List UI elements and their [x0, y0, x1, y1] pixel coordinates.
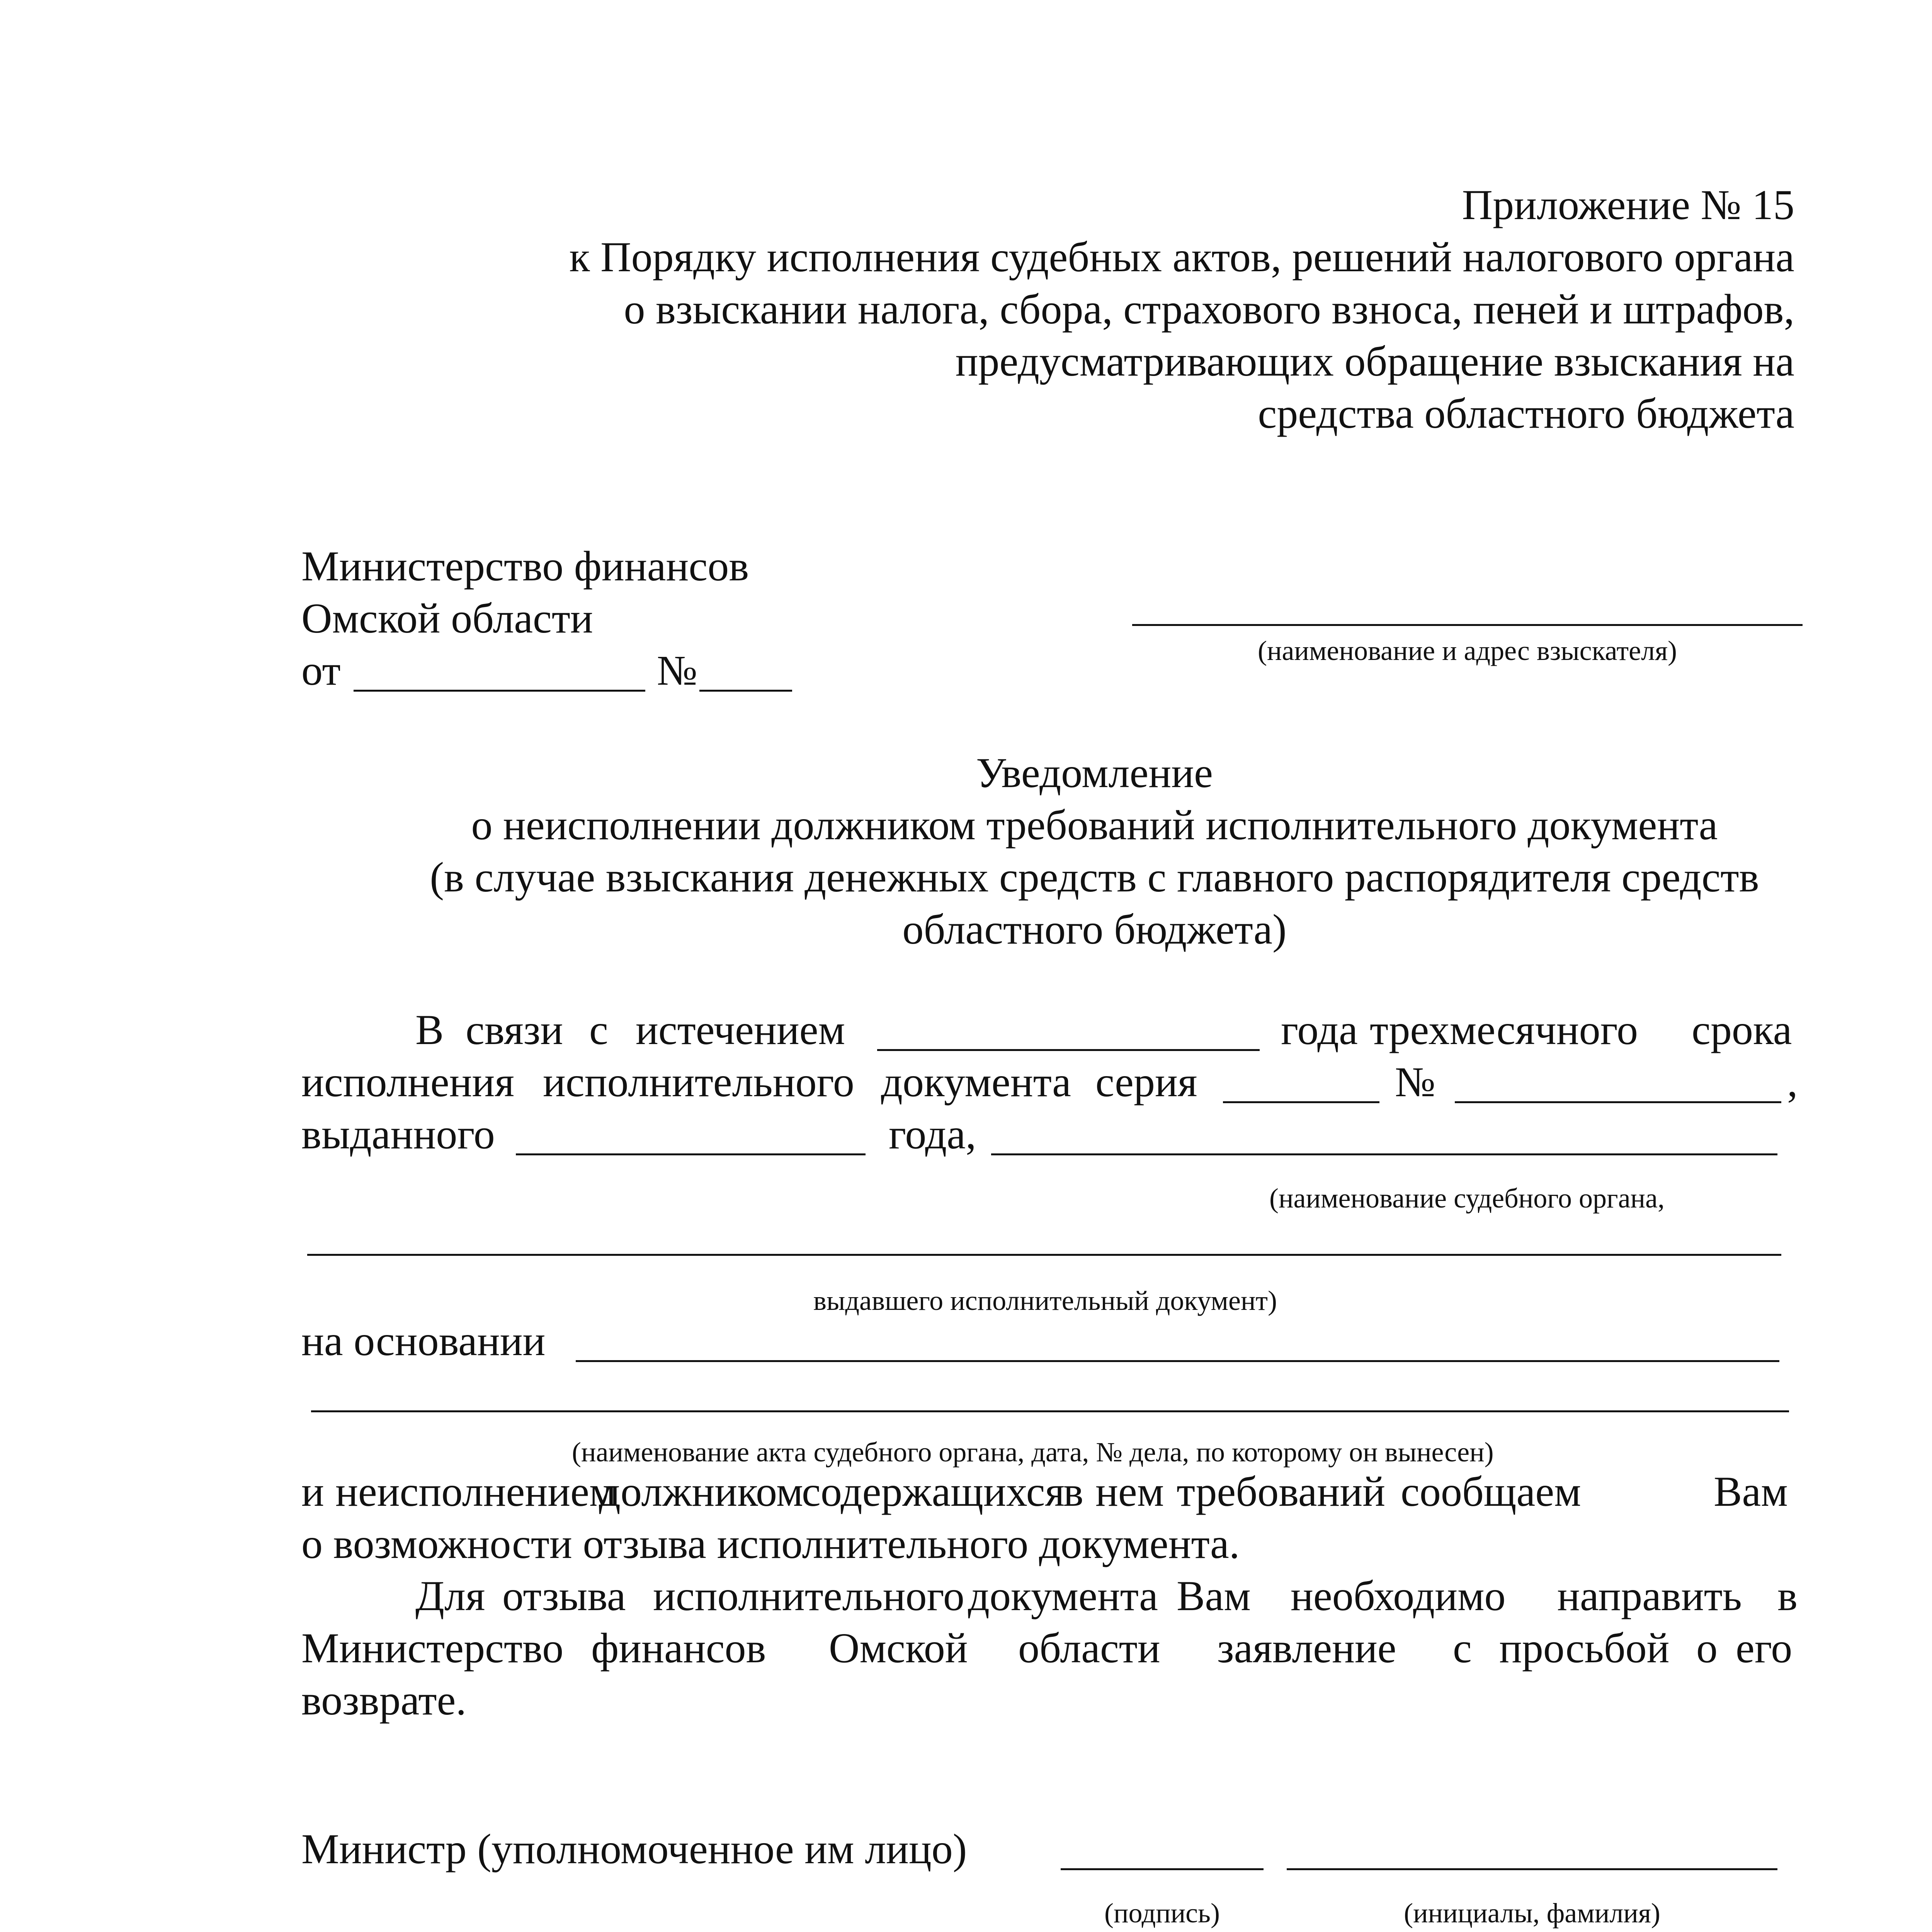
body-word: В — [415, 1006, 444, 1053]
body-word: должником — [599, 1468, 803, 1515]
basis-blank-line — [576, 1360, 1779, 1362]
body-word: о — [1696, 1624, 1718, 1672]
header-line-4: средства областного бюджета — [1258, 390, 1794, 437]
body-word: направить — [1557, 1572, 1742, 1619]
body-word: заявление — [1217, 1624, 1396, 1672]
body-word: области — [1018, 1624, 1160, 1672]
notice-subtitle-2: (в случае взыскания денежных средств с главного распорядителя средств — [430, 854, 1759, 901]
series-blank-line — [1223, 1101, 1379, 1103]
body-word: сообщаем — [1401, 1468, 1581, 1515]
body-word: просьбой — [1499, 1624, 1670, 1672]
body-word: исполнения — [301, 1058, 515, 1105]
body-word: содержащихся — [802, 1468, 1065, 1515]
name-caption: (инициалы, фамилия) — [1404, 1898, 1660, 1929]
body-word: неисполнением — [335, 1468, 616, 1515]
notice-title: Уведомление — [976, 749, 1213, 796]
body-word: документа — [881, 1058, 1071, 1105]
body-word: , — [1787, 1058, 1798, 1105]
body-word: трехмесячного — [1370, 1006, 1638, 1053]
number-blank-line — [699, 690, 792, 692]
notice-subtitle-1: о неисполнении должником требований исполнительного документа — [471, 801, 1718, 849]
name-blank-line — [1287, 1868, 1777, 1870]
recipient-blank-line — [1132, 624, 1803, 626]
body-word: серия — [1095, 1058, 1197, 1105]
body-word: требований — [1177, 1468, 1386, 1515]
sender-line-2: Омской области — [301, 595, 593, 642]
signatory-label: Министр (уполномоченное им лицо) — [301, 1825, 967, 1872]
body-word: истечением — [636, 1006, 845, 1053]
sender-line-1: Министерство финансов — [301, 543, 749, 590]
body-word: с — [589, 1006, 608, 1053]
body-word: срока — [1692, 1006, 1792, 1053]
header-line-3: предусматривающих обращение взыскания на — [955, 338, 1794, 385]
body-word: его — [1736, 1624, 1793, 1672]
recipient-caption: (наименование и адрес взыскателя) — [1257, 635, 1677, 666]
body-word: Для — [415, 1572, 485, 1619]
from-label: от — [301, 647, 341, 694]
body-word: года — [1281, 1006, 1358, 1053]
header-line-2: о взыскании налога, сбора, страхового взноса, пеней и штрафов, — [624, 286, 1794, 333]
body-word: нем — [1095, 1468, 1164, 1515]
header-line-1: к Порядку исполнения судебных актов, решений налогового органа — [569, 233, 1794, 281]
body-word: документа — [968, 1572, 1158, 1619]
body-word: связи — [466, 1006, 563, 1053]
court-caption-2: выдавшего исполнительный документ) — [813, 1285, 1277, 1316]
act-caption: (наименование акта судебного органа, дата, № дела, по которому он вынесен) — [572, 1437, 1494, 1468]
signature-blank-line — [1061, 1868, 1264, 1870]
body-word: отзыва — [502, 1572, 626, 1619]
signature-caption: (подпись) — [1104, 1898, 1220, 1929]
body-word: финансов — [591, 1624, 766, 1672]
notice-subtitle-3: областного бюджета) — [902, 906, 1287, 953]
body-word: Вам — [1177, 1572, 1251, 1619]
doc-number-blank-line — [1455, 1101, 1781, 1103]
body-word: исполнительного — [653, 1572, 964, 1619]
body-word: Вам — [1714, 1468, 1788, 1515]
body-line: возврате. — [301, 1677, 466, 1724]
body-word: исполнительного — [543, 1058, 854, 1105]
basis-blank-line-2 — [311, 1410, 1789, 1412]
appendix-number: Приложение № 15 — [1462, 181, 1794, 228]
body-line: о возможности отзыва исполнительного документа. — [301, 1520, 1240, 1567]
body-word: Омской — [829, 1624, 968, 1672]
body-word: выданного — [301, 1111, 495, 1158]
body-word: необходимо — [1291, 1572, 1506, 1619]
date-blank-line — [354, 690, 645, 692]
body-word: года, — [889, 1111, 976, 1158]
number-label: № — [657, 647, 697, 694]
body-word: и — [301, 1468, 324, 1515]
court-name-blank-line-2 — [307, 1254, 1781, 1256]
body-word: в — [1063, 1468, 1083, 1515]
expiry-date-blank-line — [877, 1049, 1260, 1051]
basis-label: на основании — [301, 1317, 546, 1364]
court-name-blank-line — [991, 1153, 1777, 1155]
body-word: в — [1777, 1572, 1798, 1619]
doc-number-label: № — [1395, 1058, 1435, 1105]
issue-date-blank-line — [516, 1153, 866, 1155]
court-caption-1: (наименование судебного органа, — [1269, 1183, 1665, 1214]
body-word: Министерство — [301, 1624, 564, 1672]
body-word: с — [1453, 1624, 1472, 1672]
